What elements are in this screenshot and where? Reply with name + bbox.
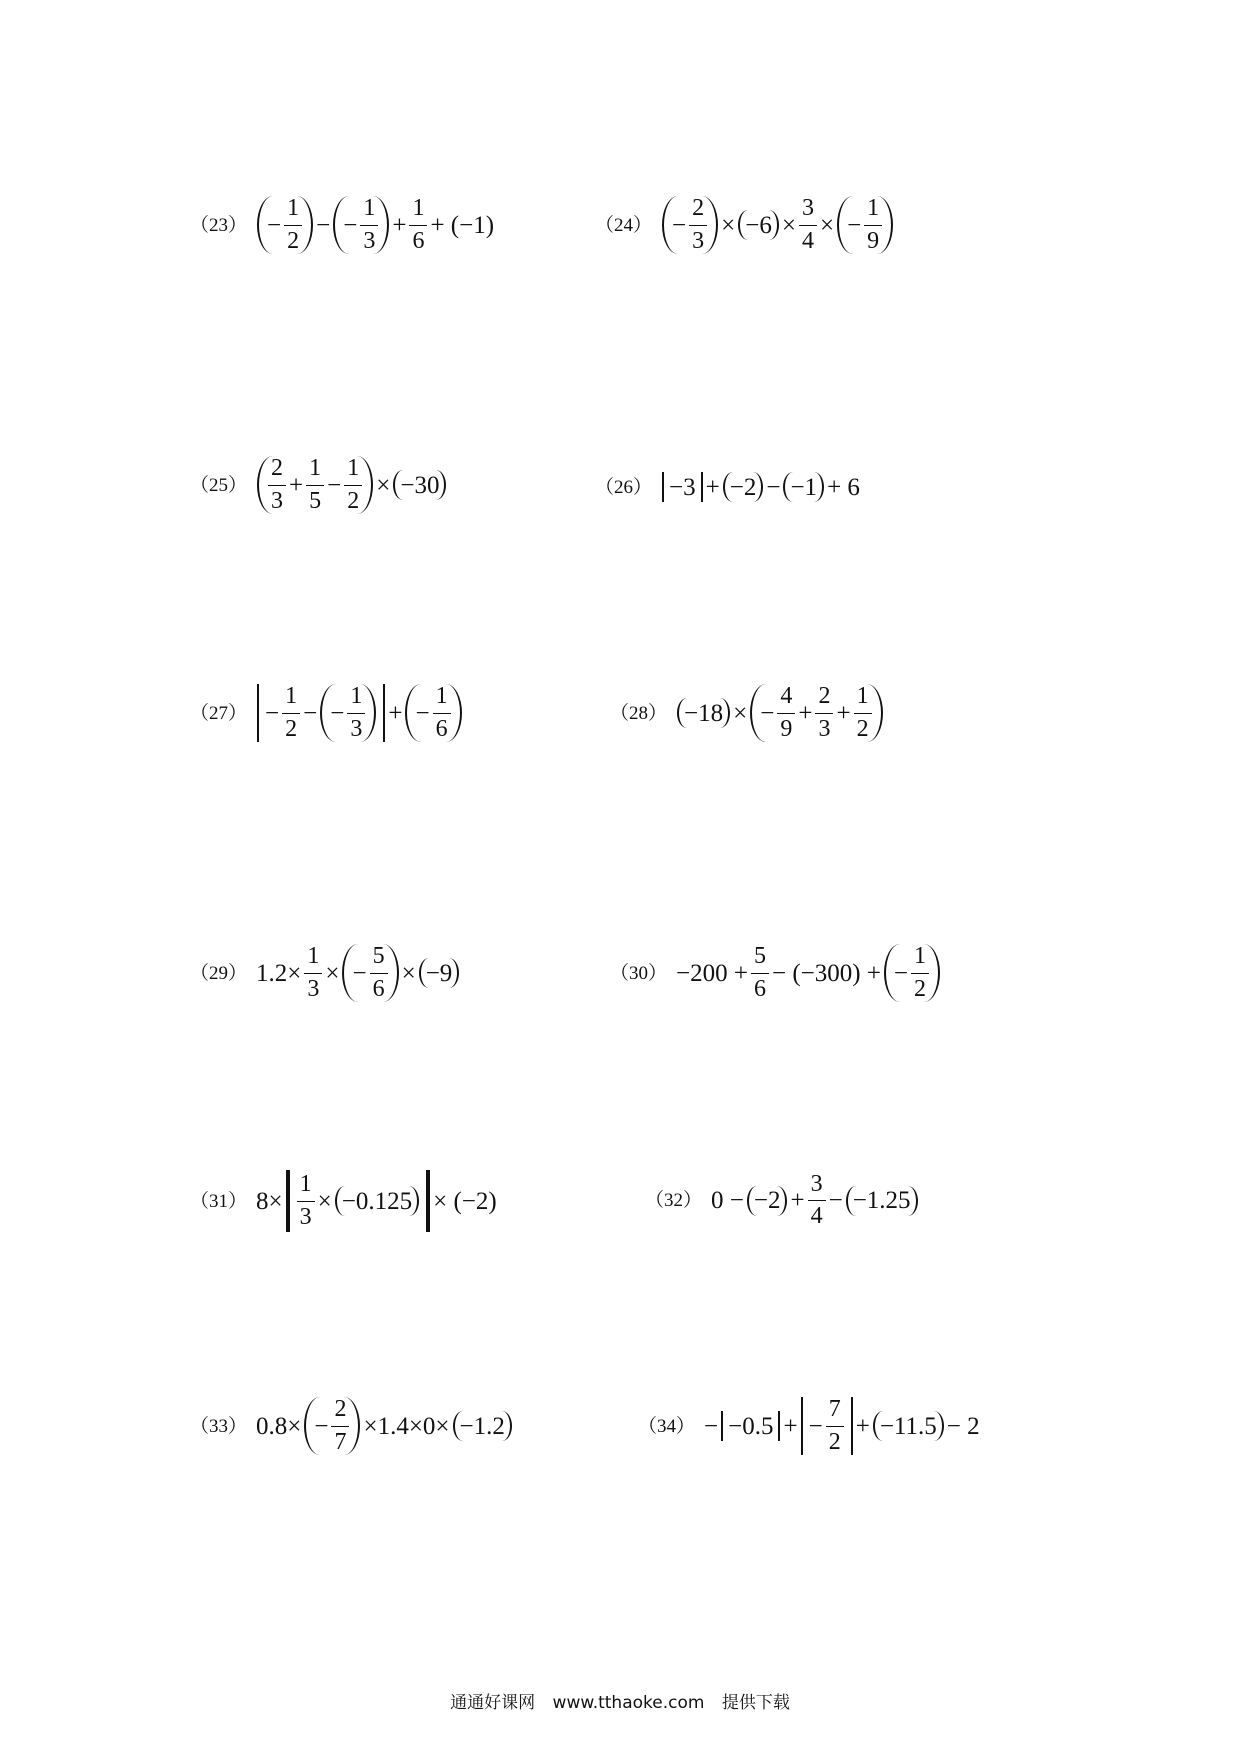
paren-group: − $\frac{1}{2}$ [257, 196, 313, 254]
problem-34 [638, 1397, 981, 1455]
expression: 8× $\frac{1}{3}$ × −0.125 × (−2) [255, 1170, 498, 1232]
problem-number: （27） [190, 702, 248, 724]
expression: −18 × − $\frac{4}{9}$ + $\frac{2}{3}$ + $\frac{1}{2}$ [675, 684, 885, 742]
problem-number: （34） [638, 1415, 696, 1437]
expression: 0 − −2 + $\frac{3}{4}$ − −1.25 [710, 1172, 920, 1229]
problem-30 [610, 944, 942, 1002]
paren-group: −1.25 [846, 1186, 918, 1216]
problem-number: （32） [645, 1190, 703, 1212]
paren-group: − $\frac{1}{6}$ [405, 684, 461, 742]
fraction: $\frac{2}{3}$ [689, 196, 707, 253]
paren-group: − $\frac{1}{3}$ [320, 684, 376, 742]
footer-suffix: 提供下载 [721, 1693, 790, 1713]
paren-group: $\frac{2}{3}$ + $\frac{1}{5}$ − $\frac{1}{2}$ [257, 456, 373, 514]
fraction: $\frac{1}{2}$ [854, 684, 872, 741]
expression: − $\frac{1}{2}$ − − $\frac{1}{3}$ + − $\frac{1}{6}$ [255, 684, 464, 742]
expression: 1.2× $\frac{1}{3}$ × − $\frac{5}{6}$ × −9 [255, 944, 461, 1002]
fraction: $\frac{4}{9}$ [777, 684, 795, 741]
paren-group: − $\frac{2}{7}$ [304, 1397, 360, 1455]
expression: − $\frac{1}{2}$ − − $\frac{1}{3}$ + $\frac{1}{6}$ + (−1) [255, 196, 495, 254]
paren-group: − $\frac{1}{2}$ [884, 944, 940, 1002]
fraction: $\frac{1}{2}$ [282, 684, 300, 741]
problem-25 [190, 456, 448, 514]
paren-group: − $\frac{1}{9}$ [837, 196, 893, 254]
paren-group: −11.5 [873, 1411, 944, 1441]
footer [0, 1688, 1240, 1713]
problem-33 [190, 1397, 514, 1455]
paren-group: − $\frac{1}{3}$ [333, 196, 389, 254]
footer-url[interactable]: www.tthaoke.com [552, 1693, 705, 1713]
expression: $\frac{2}{3}$ + $\frac{1}{5}$ − $\frac{1}{2}$ × −30 [255, 456, 448, 514]
problem-32 [645, 1172, 920, 1229]
paren-group: −1.2 [453, 1411, 512, 1441]
problem-number: （33） [190, 1415, 248, 1437]
fraction: $\frac{2}{3}$ [268, 456, 286, 513]
problem-number: （30） [610, 962, 668, 984]
expression: −200 + $\frac{5}{6}$ − (−300) + − $\frac{1}{2}$ [675, 944, 942, 1002]
paren-group: −1 [783, 472, 824, 502]
problem-number: （29） [190, 962, 248, 984]
fraction: $\frac{1}{3}$ [360, 196, 378, 253]
fraction: $\frac{1}{2}$ [284, 196, 302, 253]
problem-28 [610, 684, 885, 742]
paren-group: − $\frac{5}{6}$ [342, 944, 398, 1002]
paren-group: −30 [393, 470, 446, 500]
problem-23 [190, 196, 495, 254]
problem-number: （26） [595, 476, 653, 498]
fraction: $\frac{1}{2}$ [344, 456, 362, 513]
problem-31 [190, 1170, 498, 1232]
paren-group: −6 [738, 210, 779, 240]
fraction: $\frac{1}{6}$ [409, 196, 427, 253]
problem-29 [190, 944, 461, 1002]
fraction: $\frac{1}{2}$ [911, 944, 929, 1001]
fraction: $\frac{1}{5}$ [306, 456, 324, 513]
expression: − $\frac{2}{3}$ × −6 × $\frac{3}{4}$ × − $\frac{1}{9}$ [660, 196, 895, 254]
fraction: $\frac{1}{6}$ [433, 684, 451, 741]
expression: 0.8× − $\frac{2}{7}$ ×1.4×0× −1.2 [255, 1397, 514, 1455]
problem-number: （24） [595, 214, 653, 236]
fraction: $\frac{1}{9}$ [864, 196, 882, 253]
abs-group: −3 [662, 472, 703, 502]
bracket-group: $\frac{1}{3}$ × −0.125 [286, 1170, 430, 1232]
problem-number: （31） [190, 1190, 248, 1212]
footer-site-name: 通通好课网 [450, 1693, 536, 1713]
fraction: $\frac{5}{6}$ [751, 944, 769, 1001]
paren-group: − $\frac{4}{9}$ + $\frac{2}{3}$ + $\frac{1}{2}$ [750, 684, 882, 742]
fraction: $\frac{1}{3}$ [297, 1172, 315, 1229]
abs-group: − $\frac{7}{2}$ [801, 1397, 853, 1455]
fraction: $\frac{1}{3}$ [304, 944, 322, 1001]
paren-group: −2 [723, 472, 764, 502]
problem-26 [595, 472, 861, 502]
expression: −3 + −2 − −1 + 6 [660, 472, 861, 502]
fraction: $\frac{2}{7}$ [331, 1397, 349, 1454]
paren-group: −18 [677, 698, 730, 728]
abs-group: − $\frac{1}{2}$ − − $\frac{1}{3}$ [257, 684, 385, 742]
expression: − −0.5 + − $\frac{7}{2}$ + −11.5 − 2 [704, 1396, 980, 1455]
fraction: $\frac{1}{3}$ [347, 684, 365, 741]
fraction: $\frac{3}{4}$ [799, 196, 817, 253]
fraction: $\frac{2}{3}$ [815, 684, 833, 741]
paren-group: −0.125 [335, 1186, 419, 1216]
paren-group: −2 [747, 1186, 788, 1216]
fraction: $\frac{7}{2}$ [826, 1397, 844, 1454]
fraction: $\frac{5}{6}$ [370, 944, 388, 1001]
problem-number: （28） [610, 702, 668, 724]
abs-group: −0.5 [721, 1411, 780, 1441]
problem-24 [595, 196, 895, 254]
paren-group: −9 [419, 958, 460, 988]
problem-number: （23） [190, 214, 248, 236]
problem-27 [190, 684, 464, 742]
paren-group: − $\frac{2}{3}$ [662, 196, 718, 254]
problem-number: （25） [190, 474, 248, 496]
fraction: $\frac{3}{4}$ [808, 1172, 826, 1229]
